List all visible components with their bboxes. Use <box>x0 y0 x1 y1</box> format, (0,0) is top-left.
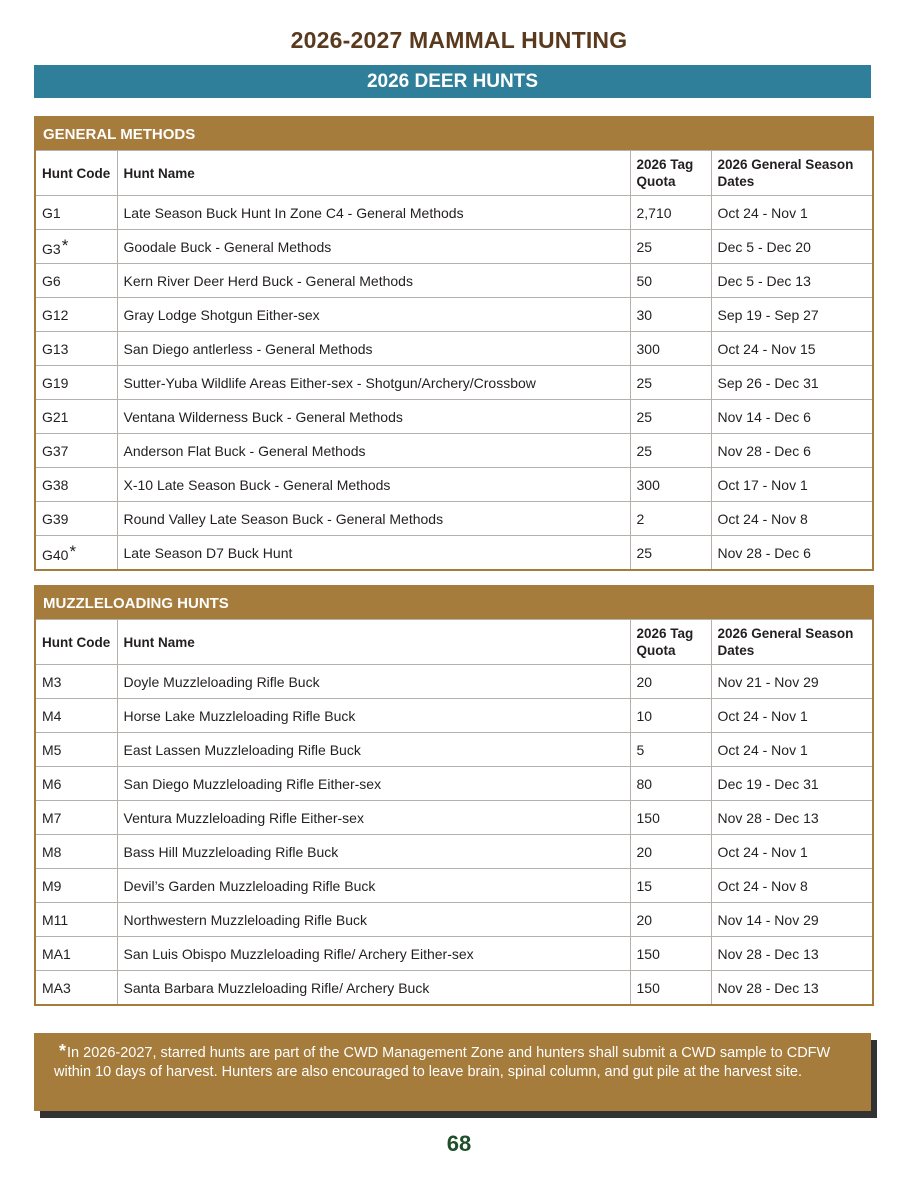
hunt-code-cell <box>36 468 117 502</box>
tag-quota-cell: 150 <box>630 937 711 971</box>
table-row <box>36 903 872 937</box>
hunt-name-cell: Late Season D7 Buck Hunt <box>117 536 630 570</box>
hunt-code: M7 <box>42 809 62 826</box>
hunt-code: G1 <box>42 204 61 221</box>
table-row <box>36 733 872 767</box>
tag-quota-cell: 2,710 <box>630 196 711 230</box>
hunt-name-cell: Anderson Flat Buck - General Methods <box>117 434 630 468</box>
hunt-code: M8 <box>42 843 62 860</box>
general-methods-table <box>34 116 874 571</box>
cwd-footnote <box>34 1033 871 1111</box>
season-dates-cell: Nov 28 - Dec 13 <box>711 937 872 971</box>
hunt-name-cell: Devil’s Garden Muzzleloading Rifle Buck <box>117 869 630 903</box>
hunt-code-cell <box>36 366 117 400</box>
footnote-star: * <box>59 1041 67 1061</box>
hunt-code-cell <box>36 869 117 903</box>
hunt-code: G13 <box>42 340 69 357</box>
hunt-code-cell <box>36 665 117 699</box>
hunt-code-cell <box>36 264 117 298</box>
table-row <box>36 835 872 869</box>
tag-quota-cell: 150 <box>630 801 711 835</box>
table-row <box>36 298 872 332</box>
tag-quota-cell: 25 <box>630 536 711 570</box>
page-title: 2026-2027 MAMMAL HUNTING <box>290 27 628 53</box>
season-dates-cell: Oct 17 - Nov 1 <box>711 468 872 502</box>
hunt-code: MA3 <box>42 979 71 996</box>
hunt-name-cell: Late Season Buck Hunt In Zone C4 - General Methods <box>117 196 630 230</box>
hunt-code: G6 <box>42 272 61 289</box>
col-header-hunt-name: Hunt Name <box>117 151 630 196</box>
tag-quota-cell: 50 <box>630 264 711 298</box>
table-row <box>36 230 872 264</box>
table-row <box>36 434 872 468</box>
hunt-code-cell <box>36 196 117 230</box>
tag-quota-cell: 5 <box>630 733 711 767</box>
table-row <box>36 332 872 366</box>
hunt-name-cell: X-10 Late Season Buck - General Methods <box>117 468 630 502</box>
hunt-code: M4 <box>42 707 62 724</box>
tag-quota-cell: 10 <box>630 699 711 733</box>
hunt-name-cell: Santa Barbara Muzzleloading Rifle/ Archery Buck <box>117 971 630 1005</box>
hunt-name-cell: Sutter-Yuba Wildlife Areas Either-sex - Shotgun/Archery/Crossbow <box>117 366 630 400</box>
hunt-code-cell <box>36 536 117 570</box>
hunt-code-cell <box>36 230 117 264</box>
season-dates-cell: Dec 19 - Dec 31 <box>711 767 872 801</box>
tag-quota-cell: 300 <box>630 332 711 366</box>
hunt-code: G12 <box>42 306 69 323</box>
page-number: 68 <box>446 1131 472 1156</box>
muzzleloading-heading: MUZZLELOADING HUNTS <box>36 587 872 619</box>
tag-quota-cell: 80 <box>630 767 711 801</box>
muzzleloading-table <box>34 585 874 1006</box>
hunt-code-cell <box>36 434 117 468</box>
footnote-text: In 2026-2027, starred hunts are part of the CWD Management Zone and hunters shall submit a CWD sample to CDFW within 10 days of harvest. Hunters are also encouraged to leave brain, spinal column, and gut pile at the harvest site. <box>54 1045 831 1080</box>
season-dates-cell: Nov 28 - Dec 6 <box>711 434 872 468</box>
season-dates-cell: Oct 24 - Nov 1 <box>711 733 872 767</box>
hunt-code-cell <box>36 400 117 434</box>
hunt-name-cell: Kern River Deer Herd Buck - General Methods <box>117 264 630 298</box>
season-dates-cell: Oct 24 - Nov 8 <box>711 502 872 536</box>
tag-quota-cell: 2 <box>630 502 711 536</box>
hunt-code: G21 <box>42 408 69 425</box>
hunt-name-cell: Northwestern Muzzleloading Rifle Buck <box>117 903 630 937</box>
hunt-name-cell: Round Valley Late Season Buck - General Methods <box>117 502 630 536</box>
cwd-star-marker: * <box>69 542 77 561</box>
table-row <box>36 468 872 502</box>
table-row <box>36 536 872 570</box>
season-dates-cell: Oct 24 - Nov 1 <box>711 699 872 733</box>
hunt-name-cell: Ventana Wilderness Buck - General Methods <box>117 400 630 434</box>
hunt-code-cell <box>36 801 117 835</box>
season-dates-cell: Oct 24 - Nov 15 <box>711 332 872 366</box>
hunt-code: M6 <box>42 775 62 792</box>
hunt-code: G37 <box>42 442 69 459</box>
hunt-code-cell <box>36 332 117 366</box>
section-banner: 2026 DEER HUNTS <box>34 65 871 98</box>
season-dates-cell: Nov 21 - Nov 29 <box>711 665 872 699</box>
hunt-code-cell <box>36 971 117 1005</box>
table-row <box>36 869 872 903</box>
hunt-code-cell <box>36 903 117 937</box>
col-header-tag-quota: 2026 Tag Quota <box>630 620 711 665</box>
hunt-code-cell <box>36 298 117 332</box>
season-dates-cell: Nov 14 - Nov 29 <box>711 903 872 937</box>
hunt-code: M9 <box>42 877 62 894</box>
season-dates-cell: Nov 28 - Dec 13 <box>711 971 872 1005</box>
season-dates-cell: Oct 24 - Nov 1 <box>711 835 872 869</box>
hunt-name-cell: Horse Lake Muzzleloading Rifle Buck <box>117 699 630 733</box>
hunt-name-cell: Goodale Buck - General Methods <box>117 230 630 264</box>
hunt-name-cell: San Diego antlerless - General Methods <box>117 332 630 366</box>
hunt-code: G19 <box>42 374 69 391</box>
tag-quota-cell: 30 <box>630 298 711 332</box>
hunt-code: G3 <box>42 241 61 257</box>
season-dates-cell: Oct 24 - Nov 8 <box>711 869 872 903</box>
hunt-code: M3 <box>42 673 62 690</box>
col-header-tag-quota: 2026 Tag Quota <box>630 151 711 196</box>
hunt-code: G38 <box>42 476 69 493</box>
table-row <box>36 665 872 699</box>
tag-quota-cell: 15 <box>630 869 711 903</box>
col-header-hunt-name: Hunt Name <box>117 620 630 665</box>
hunt-code-cell <box>36 767 117 801</box>
table-row <box>36 801 872 835</box>
tag-quota-cell: 25 <box>630 366 711 400</box>
season-dates-cell: Oct 24 - Nov 1 <box>711 196 872 230</box>
hunt-code-cell <box>36 733 117 767</box>
tag-quota-cell: 25 <box>630 230 711 264</box>
table-row <box>36 937 872 971</box>
hunt-name-cell: Bass Hill Muzzleloading Rifle Buck <box>117 835 630 869</box>
table-row <box>36 264 872 298</box>
table-row <box>36 196 872 230</box>
table-row <box>36 366 872 400</box>
hunt-name-cell: San Diego Muzzleloading Rifle Either-sex <box>117 767 630 801</box>
hunt-name-cell: Gray Lodge Shotgun Either-sex <box>117 298 630 332</box>
season-dates-cell: Nov 28 - Dec 6 <box>711 536 872 570</box>
table-row <box>36 971 872 1005</box>
hunt-code: G40 <box>42 547 69 563</box>
season-dates-cell: Sep 19 - Sep 27 <box>711 298 872 332</box>
hunt-code-cell <box>36 937 117 971</box>
col-header-season-dates: 2026 General Season Dates <box>711 620 872 665</box>
table-header-row <box>36 151 872 196</box>
table-row <box>36 767 872 801</box>
tag-quota-cell: 20 <box>630 835 711 869</box>
hunt-name-cell: Ventura Muzzleloading Rifle Either-sex <box>117 801 630 835</box>
tag-quota-cell: 20 <box>630 903 711 937</box>
col-header-season-dates: 2026 General Season Dates <box>711 151 872 196</box>
table-header-row <box>36 620 872 665</box>
season-dates-cell: Dec 5 - Dec 13 <box>711 264 872 298</box>
season-dates-cell: Nov 28 - Dec 13 <box>711 801 872 835</box>
col-header-hunt-code: Hunt Code <box>36 620 117 665</box>
season-dates-cell: Nov 14 - Dec 6 <box>711 400 872 434</box>
hunt-name-cell: San Luis Obispo Muzzleloading Rifle/ Archery Either-sex <box>117 937 630 971</box>
hunt-code-cell <box>36 835 117 869</box>
hunt-code-cell <box>36 502 117 536</box>
table-row <box>36 699 872 733</box>
general-methods-heading: GENERAL METHODS <box>36 118 872 150</box>
hunt-code-cell <box>36 699 117 733</box>
table-row <box>36 502 872 536</box>
hunt-name-cell: Doyle Muzzleloading Rifle Buck <box>117 665 630 699</box>
cwd-star-marker: * <box>61 236 69 255</box>
hunt-code: G39 <box>42 510 69 527</box>
tag-quota-cell: 20 <box>630 665 711 699</box>
season-dates-cell: Dec 5 - Dec 20 <box>711 230 872 264</box>
season-dates-cell: Sep 26 - Dec 31 <box>711 366 872 400</box>
hunt-name-cell: East Lassen Muzzleloading Rifle Buck <box>117 733 630 767</box>
hunt-code: MA1 <box>42 945 71 962</box>
hunt-code: M11 <box>42 911 69 928</box>
tag-quota-cell: 25 <box>630 400 711 434</box>
tag-quota-cell: 25 <box>630 434 711 468</box>
table-row <box>36 400 872 434</box>
hunt-code: M5 <box>42 741 62 758</box>
tag-quota-cell: 300 <box>630 468 711 502</box>
tag-quota-cell: 150 <box>630 971 711 1005</box>
col-header-hunt-code: Hunt Code <box>36 151 117 196</box>
